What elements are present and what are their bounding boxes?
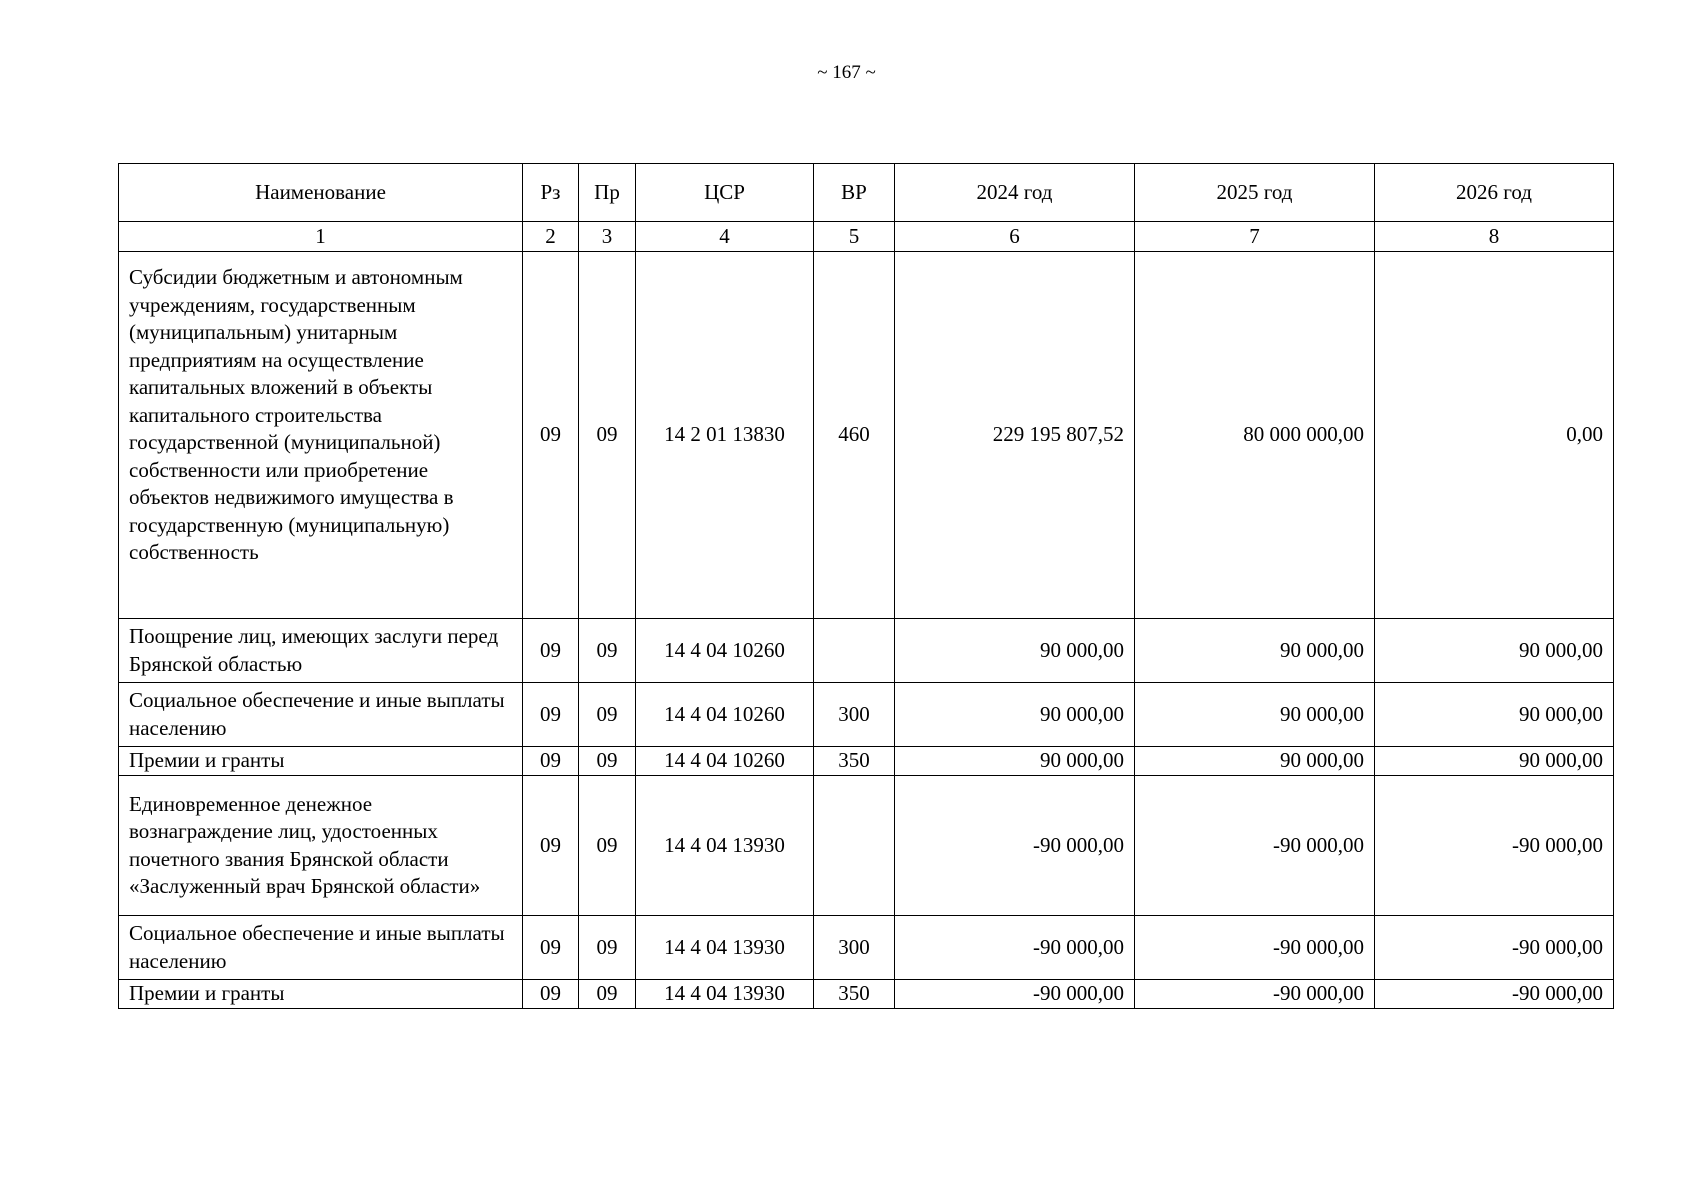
- header-csr: ЦСР: [636, 164, 814, 222]
- row-vr: 350: [814, 747, 895, 776]
- row-rz: 09: [523, 980, 579, 1009]
- row-name: Единовременное денежное вознаграждение лиц, удостоенных почетного звания Брянской области «Заслуженный врач Брянской области»: [119, 776, 523, 916]
- row-csr: 14 4 04 13930: [636, 776, 814, 916]
- column-number: 5: [814, 222, 895, 252]
- table-row: [119, 683, 1614, 747]
- row-name: Премии и гранты: [119, 980, 523, 1009]
- row-name: Премии и гранты: [119, 747, 523, 776]
- row-amount-2024: -90 000,00: [895, 916, 1135, 980]
- column-number: 6: [895, 222, 1135, 252]
- row-csr: 14 4 04 13930: [636, 916, 814, 980]
- row-amount-2025: 90 000,00: [1135, 683, 1375, 747]
- table-row: [119, 747, 1614, 776]
- row-amount-2026: 90 000,00: [1375, 683, 1614, 747]
- header-pr: Пр: [579, 164, 636, 222]
- row-rz: 09: [523, 916, 579, 980]
- table-row: [119, 776, 1614, 916]
- column-number: 7: [1135, 222, 1375, 252]
- page-number: ~ 167 ~: [817, 62, 876, 83]
- row-rz: 09: [523, 747, 579, 776]
- column-number: 2: [523, 222, 579, 252]
- row-pr: 09: [579, 683, 636, 747]
- row-amount-2025: -90 000,00: [1135, 916, 1375, 980]
- row-amount-2024: 229 195 807,52: [895, 252, 1135, 619]
- table-row: [119, 980, 1614, 1009]
- column-number-row: [119, 222, 1614, 252]
- row-vr: [814, 619, 895, 683]
- column-number: 1: [119, 222, 523, 252]
- row-name: Поощрение лиц, имеющих заслуги перед Брянской областью: [119, 619, 523, 683]
- row-amount-2026: -90 000,00: [1375, 916, 1614, 980]
- row-pr: 09: [579, 747, 636, 776]
- row-amount-2025: 90 000,00: [1135, 747, 1375, 776]
- row-amount-2024: -90 000,00: [895, 980, 1135, 1009]
- row-rz: 09: [523, 776, 579, 916]
- row-name: Социальное обеспечение и иные выплаты населению: [119, 916, 523, 980]
- row-name: Социальное обеспечение и иные выплаты населению: [119, 683, 523, 747]
- header-rz: Рз: [523, 164, 579, 222]
- row-name: Субсидии бюджетным и автономным учреждениям, государственным (муниципальным) унитарным предприятиям на осуществление капитальных вложений в объекты капитального строительства государственной (муниципальной) собственности или приобретение объектов недвижимого имущества в государственную (муниципальную) собственность: [119, 252, 523, 619]
- row-amount-2025: -90 000,00: [1135, 776, 1375, 916]
- table-row: [119, 916, 1614, 980]
- row-pr: 09: [579, 252, 636, 619]
- row-csr: 14 4 04 13930: [636, 980, 814, 1009]
- row-pr: 09: [579, 619, 636, 683]
- row-csr: 14 2 01 13830: [636, 252, 814, 619]
- row-vr: 300: [814, 683, 895, 747]
- row-csr: 14 4 04 10260: [636, 683, 814, 747]
- row-vr: 300: [814, 916, 895, 980]
- header-vr: ВР: [814, 164, 895, 222]
- row-vr: 350: [814, 980, 895, 1009]
- row-amount-2026: -90 000,00: [1375, 776, 1614, 916]
- row-rz: 09: [523, 619, 579, 683]
- row-csr: 14 4 04 10260: [636, 619, 814, 683]
- header-2025: 2025 год: [1135, 164, 1375, 222]
- row-amount-2024: 90 000,00: [895, 747, 1135, 776]
- row-amount-2025: -90 000,00: [1135, 980, 1375, 1009]
- row-vr: [814, 776, 895, 916]
- row-amount-2026: 0,00: [1375, 252, 1614, 619]
- row-pr: 09: [579, 980, 636, 1009]
- row-amount-2026: -90 000,00: [1375, 980, 1614, 1009]
- row-amount-2024: -90 000,00: [895, 776, 1135, 916]
- row-csr: 14 4 04 10260: [636, 747, 814, 776]
- row-pr: 09: [579, 776, 636, 916]
- column-number: 8: [1375, 222, 1614, 252]
- row-amount-2025: 80 000 000,00: [1135, 252, 1375, 619]
- header-2024: 2024 год: [895, 164, 1135, 222]
- row-amount-2024: 90 000,00: [895, 683, 1135, 747]
- table-row: [119, 252, 1614, 619]
- row-rz: 09: [523, 252, 579, 619]
- header-row: [119, 164, 1614, 222]
- row-pr: 09: [579, 916, 636, 980]
- row-amount-2026: 90 000,00: [1375, 747, 1614, 776]
- header-name: Наименование: [119, 164, 523, 222]
- row-amount-2026: 90 000,00: [1375, 619, 1614, 683]
- header-2026: 2026 год: [1375, 164, 1614, 222]
- row-rz: 09: [523, 683, 579, 747]
- row-amount-2025: 90 000,00: [1135, 619, 1375, 683]
- table-row: [119, 619, 1614, 683]
- row-amount-2024: 90 000,00: [895, 619, 1135, 683]
- budget-table: [118, 163, 1614, 1009]
- column-number: 4: [636, 222, 814, 252]
- row-vr: 460: [814, 252, 895, 619]
- column-number: 3: [579, 222, 636, 252]
